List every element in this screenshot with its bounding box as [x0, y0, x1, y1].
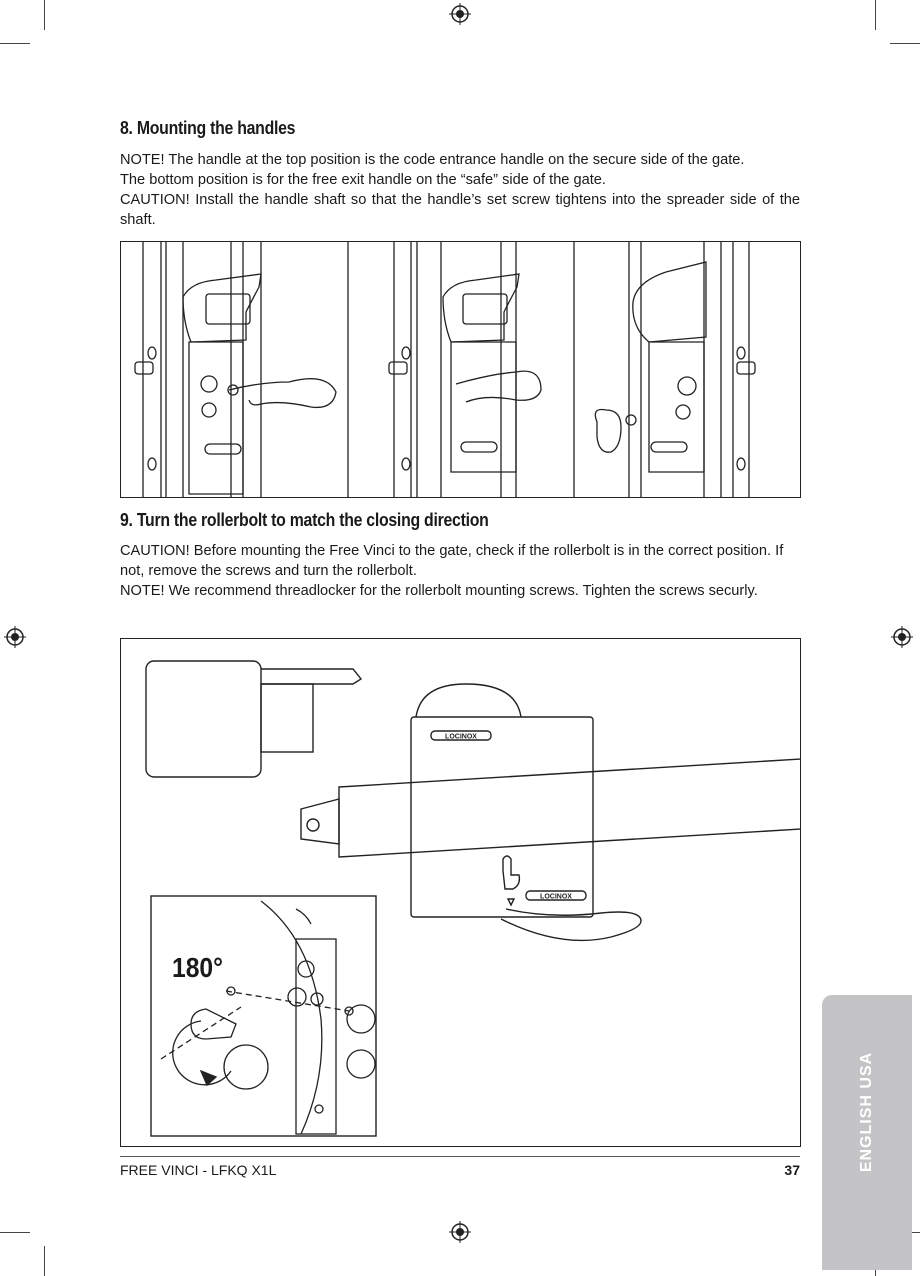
footer-divider	[120, 1156, 800, 1157]
rotation-label: 180°	[172, 952, 223, 983]
note-line: The bottom position is for the free exit handle on the “safe” side of the gate.	[120, 172, 606, 188]
mounting-handles-illustration	[120, 241, 801, 498]
crop-mark	[0, 43, 30, 44]
footer-product-name: FREE VINCI - LFKQ X1L	[120, 1162, 277, 1178]
brand-logo-text: LOCINOX	[540, 893, 572, 901]
crop-mark	[44, 0, 45, 30]
registration-mark-icon	[891, 626, 913, 648]
language-tab-label: ENGLISH USA	[858, 1051, 875, 1173]
registration-mark-icon	[449, 1221, 471, 1243]
rollerbolt-illustration	[120, 638, 801, 1147]
handle-mounting-steps	[121, 242, 800, 497]
crop-mark	[0, 1232, 30, 1233]
note-line: NOTE! We recommend threadlocker for the rollerbolt mounting screws. Tighten the screws securly.	[120, 583, 758, 599]
section-8-heading: 8. Mounting the handles	[120, 118, 296, 138]
registration-mark-icon	[449, 3, 471, 25]
registration-mark-icon	[4, 626, 26, 648]
caution-line: CAUTION! Install the handle shaft so that the handle’s set screw tightens into the spreader side of the shaft.	[120, 192, 800, 228]
rollerbolt-diagram	[121, 639, 800, 1146]
page-number: 37	[784, 1162, 800, 1178]
section-8-text	[120, 150, 800, 230]
brand-logo-text: LOCINOX	[445, 733, 477, 741]
note-line: NOTE! The handle at the top position is the code entrance handle on the secure side of the gate.	[120, 152, 745, 168]
crop-mark	[44, 1246, 45, 1276]
section-9-text	[120, 541, 800, 601]
section-9-heading: 9. Turn the rollerbolt to match the closing direction	[120, 510, 489, 530]
crop-mark	[875, 0, 876, 30]
crop-mark	[890, 43, 920, 44]
caution-line: CAUTION! Before mounting the Free Vinci to the gate, check if the rollerbolt is in the correct position. If not, remove the screws and turn the rollerbolt.	[120, 543, 784, 579]
